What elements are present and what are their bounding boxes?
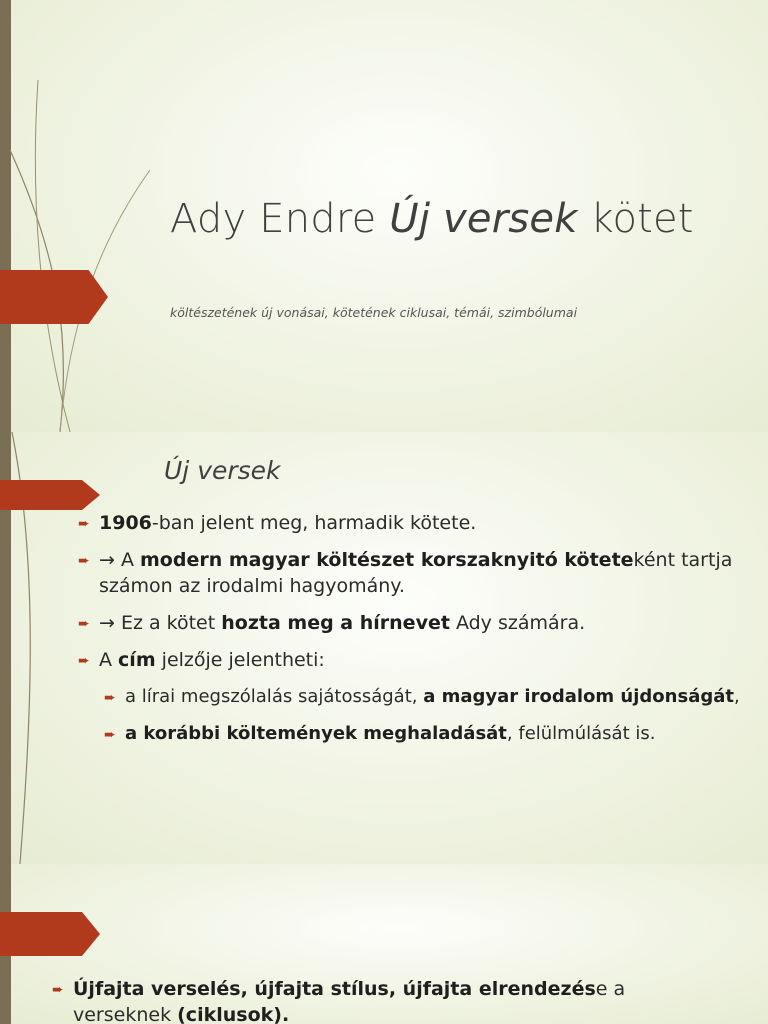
arrow-bullet-icon: ➨ — [52, 982, 64, 998]
arrow-bullet-icon: ➨ — [78, 553, 90, 569]
red-ribbon-marker — [0, 912, 100, 956]
decorative-curves — [0, 0, 160, 432]
bullet-list — [78, 510, 748, 758]
arrow-bullet-icon: ➨ — [78, 653, 90, 669]
title-slide — [0, 0, 768, 432]
slide-heading: Új versek — [164, 456, 281, 485]
slide-title: Ady Endre Új versek kötet — [170, 196, 694, 242]
arrow-bullet-icon: ➨ — [104, 727, 116, 743]
arrow-bullet-icon: ➨ — [104, 690, 116, 706]
list-item: ➨ → Ez a kötet hozta meg a hírnevet Ady számára. — [78, 610, 748, 636]
bullet-list — [52, 976, 722, 1024]
list-item: ➨ a korábbi költemények meghaladását, felülmúlását is. — [104, 721, 748, 747]
content-slide — [0, 432, 768, 864]
arrow-bullet-icon: ➨ — [78, 616, 90, 632]
red-ribbon-marker — [0, 270, 108, 324]
list-item: ➨ Újfajta verselés, újfajta stílus, újfajta elrendezése a verseknek (ciklusok). — [52, 978, 626, 1024]
list-item: ➨ 1906-ban jelent meg, harmadik kötete. — [78, 510, 748, 536]
list-item: ➨ A cím jelzője jelentheti: — [78, 647, 748, 673]
red-ribbon-marker — [0, 480, 100, 510]
content-slide-partial — [0, 864, 768, 1024]
list-item: ➨ → A modern magyar költészet korszaknyitó köteteként tartja számon az irodalmi hagyomány. — [78, 549, 733, 597]
slide-subtitle: költészetének új vonásai, kötetének ciklusai, témái, szimbólumai — [170, 305, 578, 320]
arrow-bullet-icon: ➨ — [78, 516, 90, 532]
list-item: ➨ a lírai megszólalás sajátosságát, a magyar irodalom újdonságát, — [104, 684, 748, 710]
